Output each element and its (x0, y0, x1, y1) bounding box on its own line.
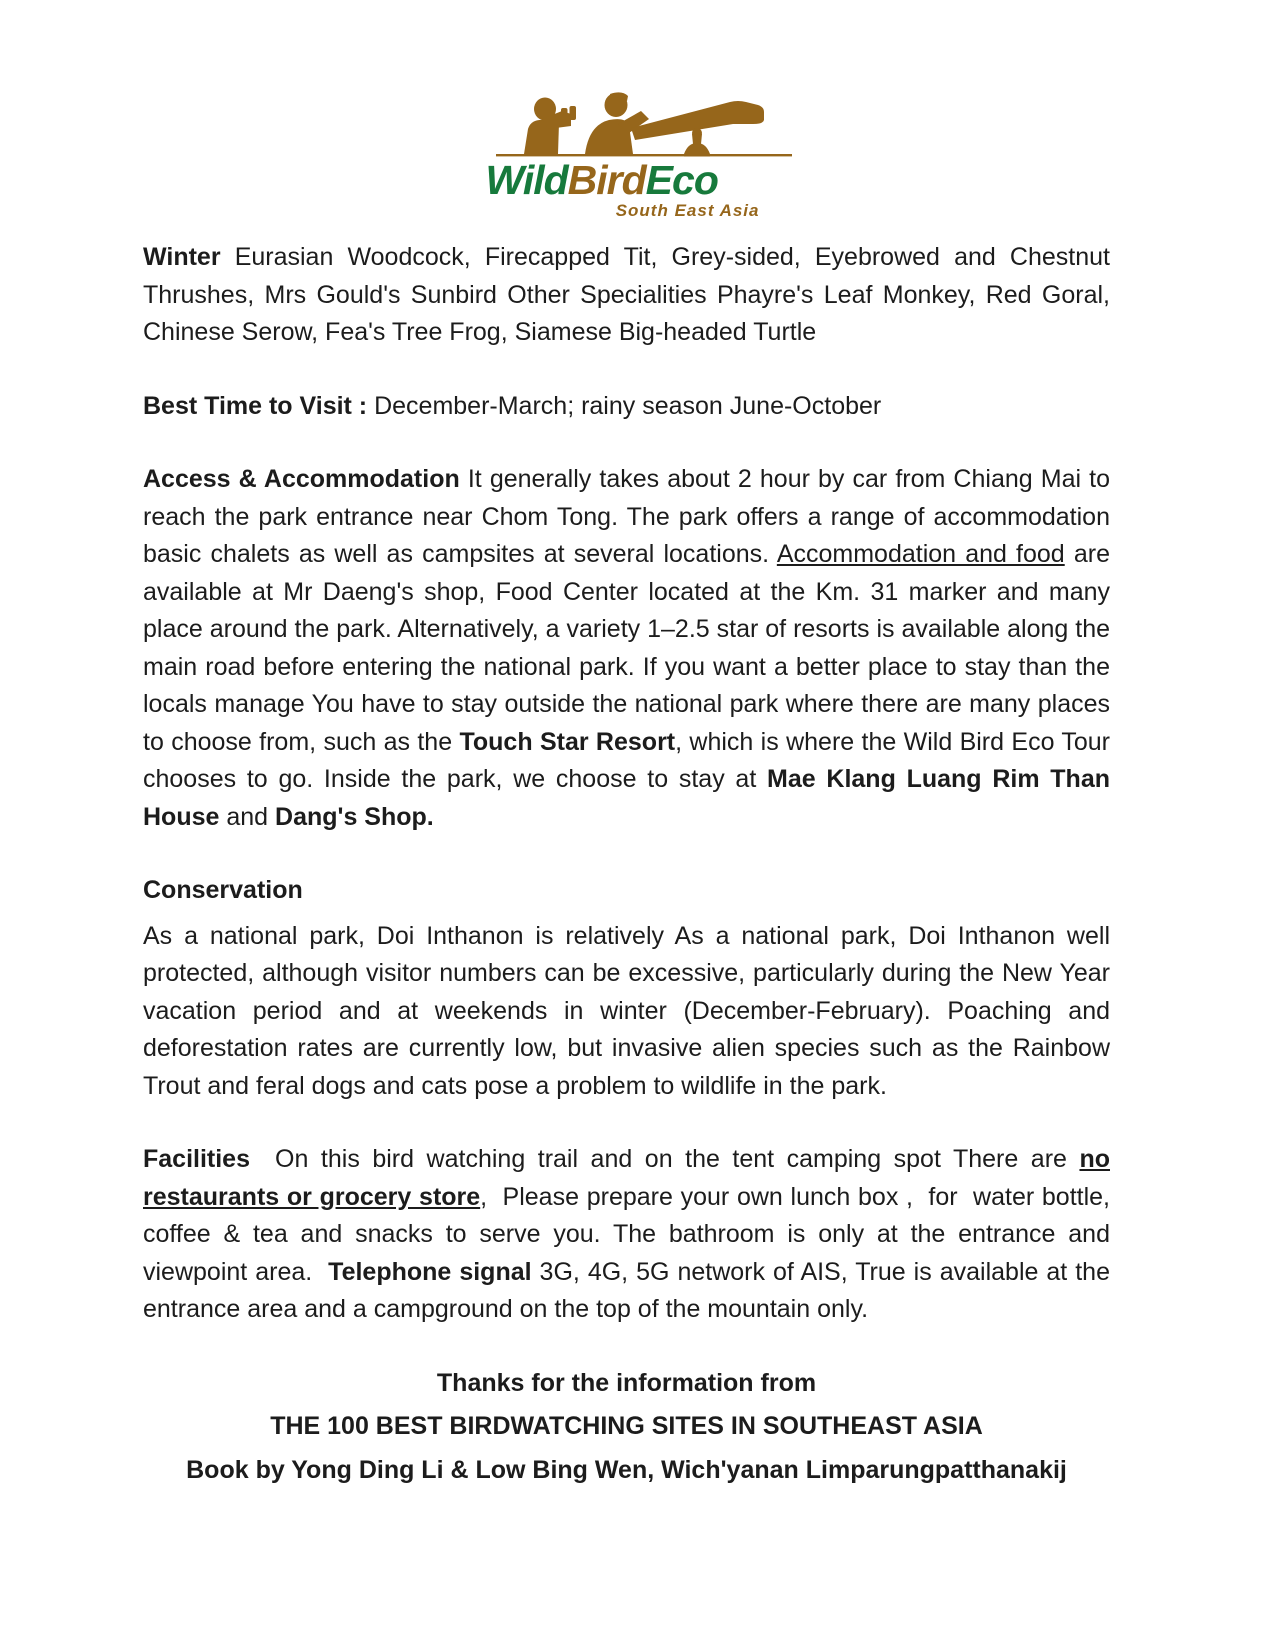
text-run: are available at Mr Daeng's shop, Food Center located at the Km. 31 marker and many place around the park. Alternatively, a variety 1–2.5 star of resorts is available along the main road before entering the national park. If you want a better place to stay than the locals manage You have to stay outside the national park where there are many places to choose from, such as the (143, 540, 1110, 756)
credits-footer (143, 1365, 1110, 1490)
text-run: Access & Accommodation (143, 465, 460, 493)
text-run: , Please prepare your own lunch box , for water bottle, coffee & tea and snacks to serve you. The bathroom is only at the entrance and viewpoint area. (143, 1182, 1110, 1286)
text-run: Accommodation and food (776, 540, 1065, 568)
text-run: It generally takes about 2 hour by car from Chiang Mai to reach the park entrance near Chom Tong. The park offers a range of accommodation basic chalets as well as campsites at several locations. (143, 465, 1110, 568)
paragraph-conservation (143, 918, 1110, 1106)
text-run: and (219, 802, 276, 831)
credits-thanks-line: Thanks for the information from (436, 1368, 817, 1397)
text-run: Mae Klang Luang Rim Than House (143, 765, 1111, 831)
text-run: Winter (143, 243, 221, 271)
text-run: , which is where the Wild Bird Eco Tour chooses to go. Inside the park, we choose to stay at (143, 727, 1110, 793)
paragraph-facilities (143, 1141, 1110, 1329)
text-run: Telephone signal (328, 1257, 532, 1286)
wildbirdeco-logo (482, 0, 794, 221)
text-run: Dang's Shop. (275, 802, 434, 831)
text-run: Touch Star Resort (459, 727, 676, 756)
paragraph-best-time (143, 388, 1110, 426)
text-run: Eurasian Woodcock, Firecapped Tit, Grey-sided, Eyebrowed and Chestnut Thrushes, Mrs Gould's Sunbird Other Specialities Phayre's Leaf Monkey, Red Goral, Chinese Serow, Fea's Tree Frog, Siamese Big-headed Turtle (143, 243, 1110, 346)
paragraph-access-accommodation (143, 461, 1110, 836)
text-run: December-March; rainy season June-October (367, 391, 882, 420)
text-run: On this bird watching trail and on the tent camping spot There are (250, 1145, 1080, 1173)
text-run: As a national park, Doi Inthanon is relatively As a national park, Doi Inthanon well protected, although visitor numbers can be excessive, particularly during the New Year vacation period and at weekends in winter (December-February). Poaching and deforestation rates are currently low, but invasive alien species such as the Rainbow Trout and feral dogs and cats pose a problem to wildlife in the park. (143, 921, 1110, 1100)
heading-conservation (143, 872, 1110, 910)
credits-authors-line: Book by Yong Ding Li & Low Bing Wen, Wich'yanan Limparungpatthanakij (186, 1455, 1067, 1484)
text-run: 3G, 4G, 5G network of AIS, True is available at the entrance area and a campground on the top of the mountain only. (143, 1257, 1110, 1323)
logo-word-eco: Eco (645, 157, 718, 203)
text-run: Conservation (143, 876, 303, 904)
logo-tagline: South East Asia (615, 201, 760, 220)
text-run: Facilities (143, 1145, 250, 1173)
text-run: no restaurants or grocery store (143, 1145, 1110, 1211)
logo-word-bird: Bird (567, 157, 646, 203)
credits-book-title: THE 100 BEST BIRDWATCHING SITES IN SOUTHEAST ASIA (270, 1412, 983, 1440)
document-body (0, 221, 1275, 1489)
logo-word-wild: Wild (485, 157, 568, 203)
birdwatchers-silhouette-icon (482, 92, 794, 160)
text-run: Best Time to Visit : (143, 391, 368, 420)
logo-wordmark (482, 157, 794, 203)
paragraph-winter (143, 239, 1110, 352)
